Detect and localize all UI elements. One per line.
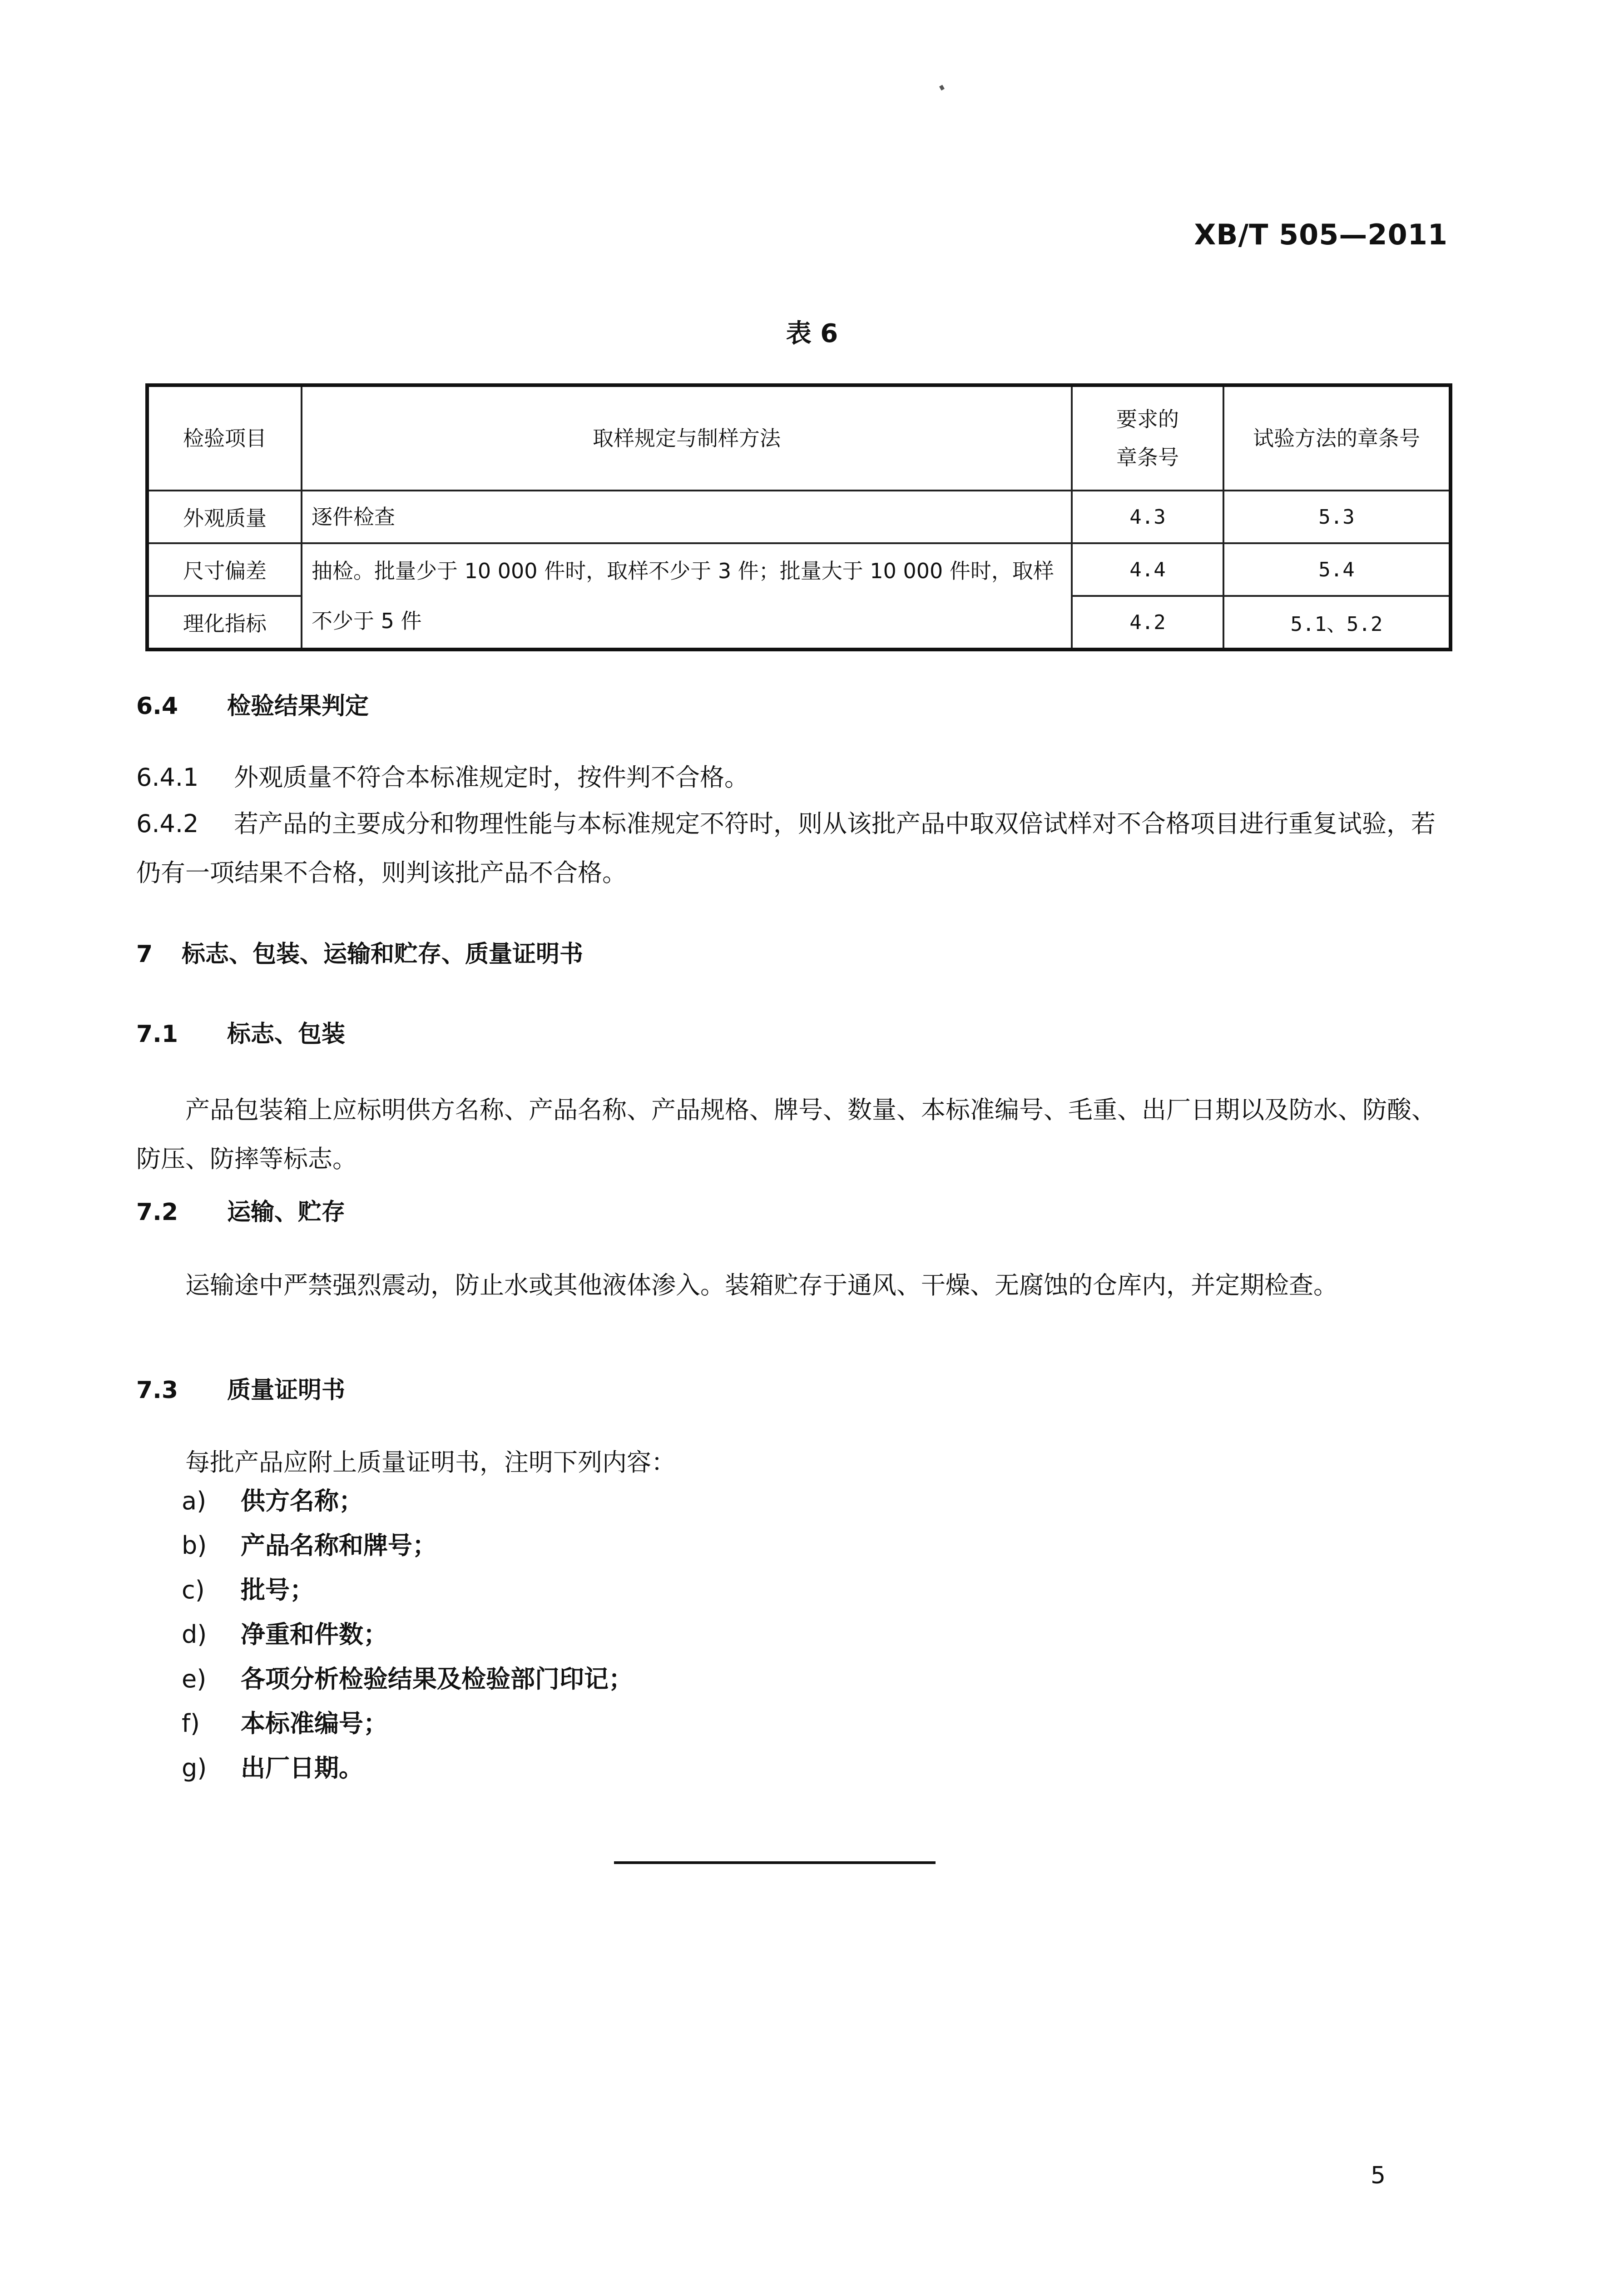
table-cell-item: 外观质量 (147, 491, 302, 543)
section-title: 运输、贮存 (227, 1199, 346, 1226)
clause-text: 外观质量不符合本标准规定时，按件判不合格。 (234, 763, 749, 792)
paragraph-7-3-intro: 每批产品应附上质量证明书，注明下列内容： (185, 1448, 676, 1477)
list-item: d) 净重和件数； (182, 1620, 388, 1649)
section-heading-7-1 (136, 1015, 345, 1049)
section-title: 标志、包装 (227, 1021, 346, 1048)
table-cell-method-shared: 抽检。批量少于 10 000 件时，取样不少于 3 件；批量大于 10 000 件时，取样不少于 5 件 (302, 543, 1072, 650)
list-item: c) 批号； (182, 1576, 314, 1604)
table-cell-test: 5.3 (1223, 491, 1451, 543)
clause-text: 若产品的主要成分和物理性能与本标准规定不符时，则从该批产品中取双倍试样对不合格项目进行重复试验，若仍有一项结果不合格，则判该批产品不合格。 (136, 809, 1436, 887)
certificate-contents-list (182, 1479, 633, 1790)
table-cell-req: 4.2 (1072, 596, 1223, 650)
list-item: b) 产品名称和牌号； (182, 1531, 437, 1560)
column-header-requirement-clause: 要求的 章条号 (1072, 385, 1223, 491)
section-title: 检验结果判定 (227, 693, 369, 720)
table-cell-method: 逐件检查 (302, 491, 1072, 543)
table-cell-item: 尺寸偏差 (147, 543, 302, 596)
section-number: 7 (136, 941, 153, 968)
column-header-test-method-clause: 试验方法的章条号 (1223, 385, 1451, 491)
table-header-row (147, 385, 1451, 491)
table-row (147, 491, 1451, 543)
list-item: g) 出厂日期。 (182, 1754, 363, 1782)
inspection-table (145, 383, 1452, 651)
end-rule (614, 1861, 936, 1864)
clause-number: 6.4.2 (136, 809, 199, 838)
page-number: 5 (1371, 2162, 1386, 2189)
section-title: 标志、包装、运输和贮存、质量证明书 (182, 941, 584, 968)
table-cell-test: 5.4 (1223, 543, 1451, 596)
list-item: e) 各项分析检验结果及检验部门印记； (182, 1665, 633, 1693)
section-number: 7.1 (136, 1021, 178, 1048)
section-heading-7 (136, 935, 583, 969)
list-item: a) 供方名称； (182, 1487, 363, 1515)
clause-6-4-1 (136, 753, 1453, 802)
table-cell-req: 4.3 (1072, 491, 1223, 543)
clause-number: 6.4.1 (136, 763, 199, 792)
section-heading-7-3 (136, 1371, 345, 1405)
paragraph-7-2: 运输途中严禁强烈震动，防止水或其他液体渗入。装箱贮存于通风、干燥、无腐蚀的仓库内，并定期检查。 (185, 1271, 1338, 1299)
list-item: f) 本标准编号； (182, 1709, 388, 1738)
table-cell-req: 4.4 (1072, 543, 1223, 596)
table-cell-test: 5.1、5.2 (1223, 596, 1451, 650)
scan-speck (939, 85, 945, 91)
column-header-method: 取样规定与制样方法 (302, 385, 1072, 491)
clause-6-4-2 (136, 799, 1453, 897)
section-heading-7-2 (136, 1193, 345, 1227)
section-title: 质量证明书 (227, 1377, 346, 1404)
paragraph-7-1: 产品包装箱上应标明供方名称、产品名称、产品规格、牌号、数量、本标准编号、毛重、出厂日期以及防水、防酸、防压、防摔等标志。 (136, 1096, 1436, 1173)
section-heading-6-4 (136, 687, 369, 721)
section-number: 7.3 (136, 1377, 178, 1404)
column-header-item: 检验项目 (147, 385, 302, 491)
table-title: 表 6 (786, 319, 838, 348)
section-number: 6.4 (136, 693, 178, 720)
section-number: 7.2 (136, 1199, 178, 1226)
standard-number: XB/T 505—2011 (1194, 218, 1448, 251)
table-row (147, 543, 1451, 596)
table-cell-item: 理化指标 (147, 596, 302, 650)
